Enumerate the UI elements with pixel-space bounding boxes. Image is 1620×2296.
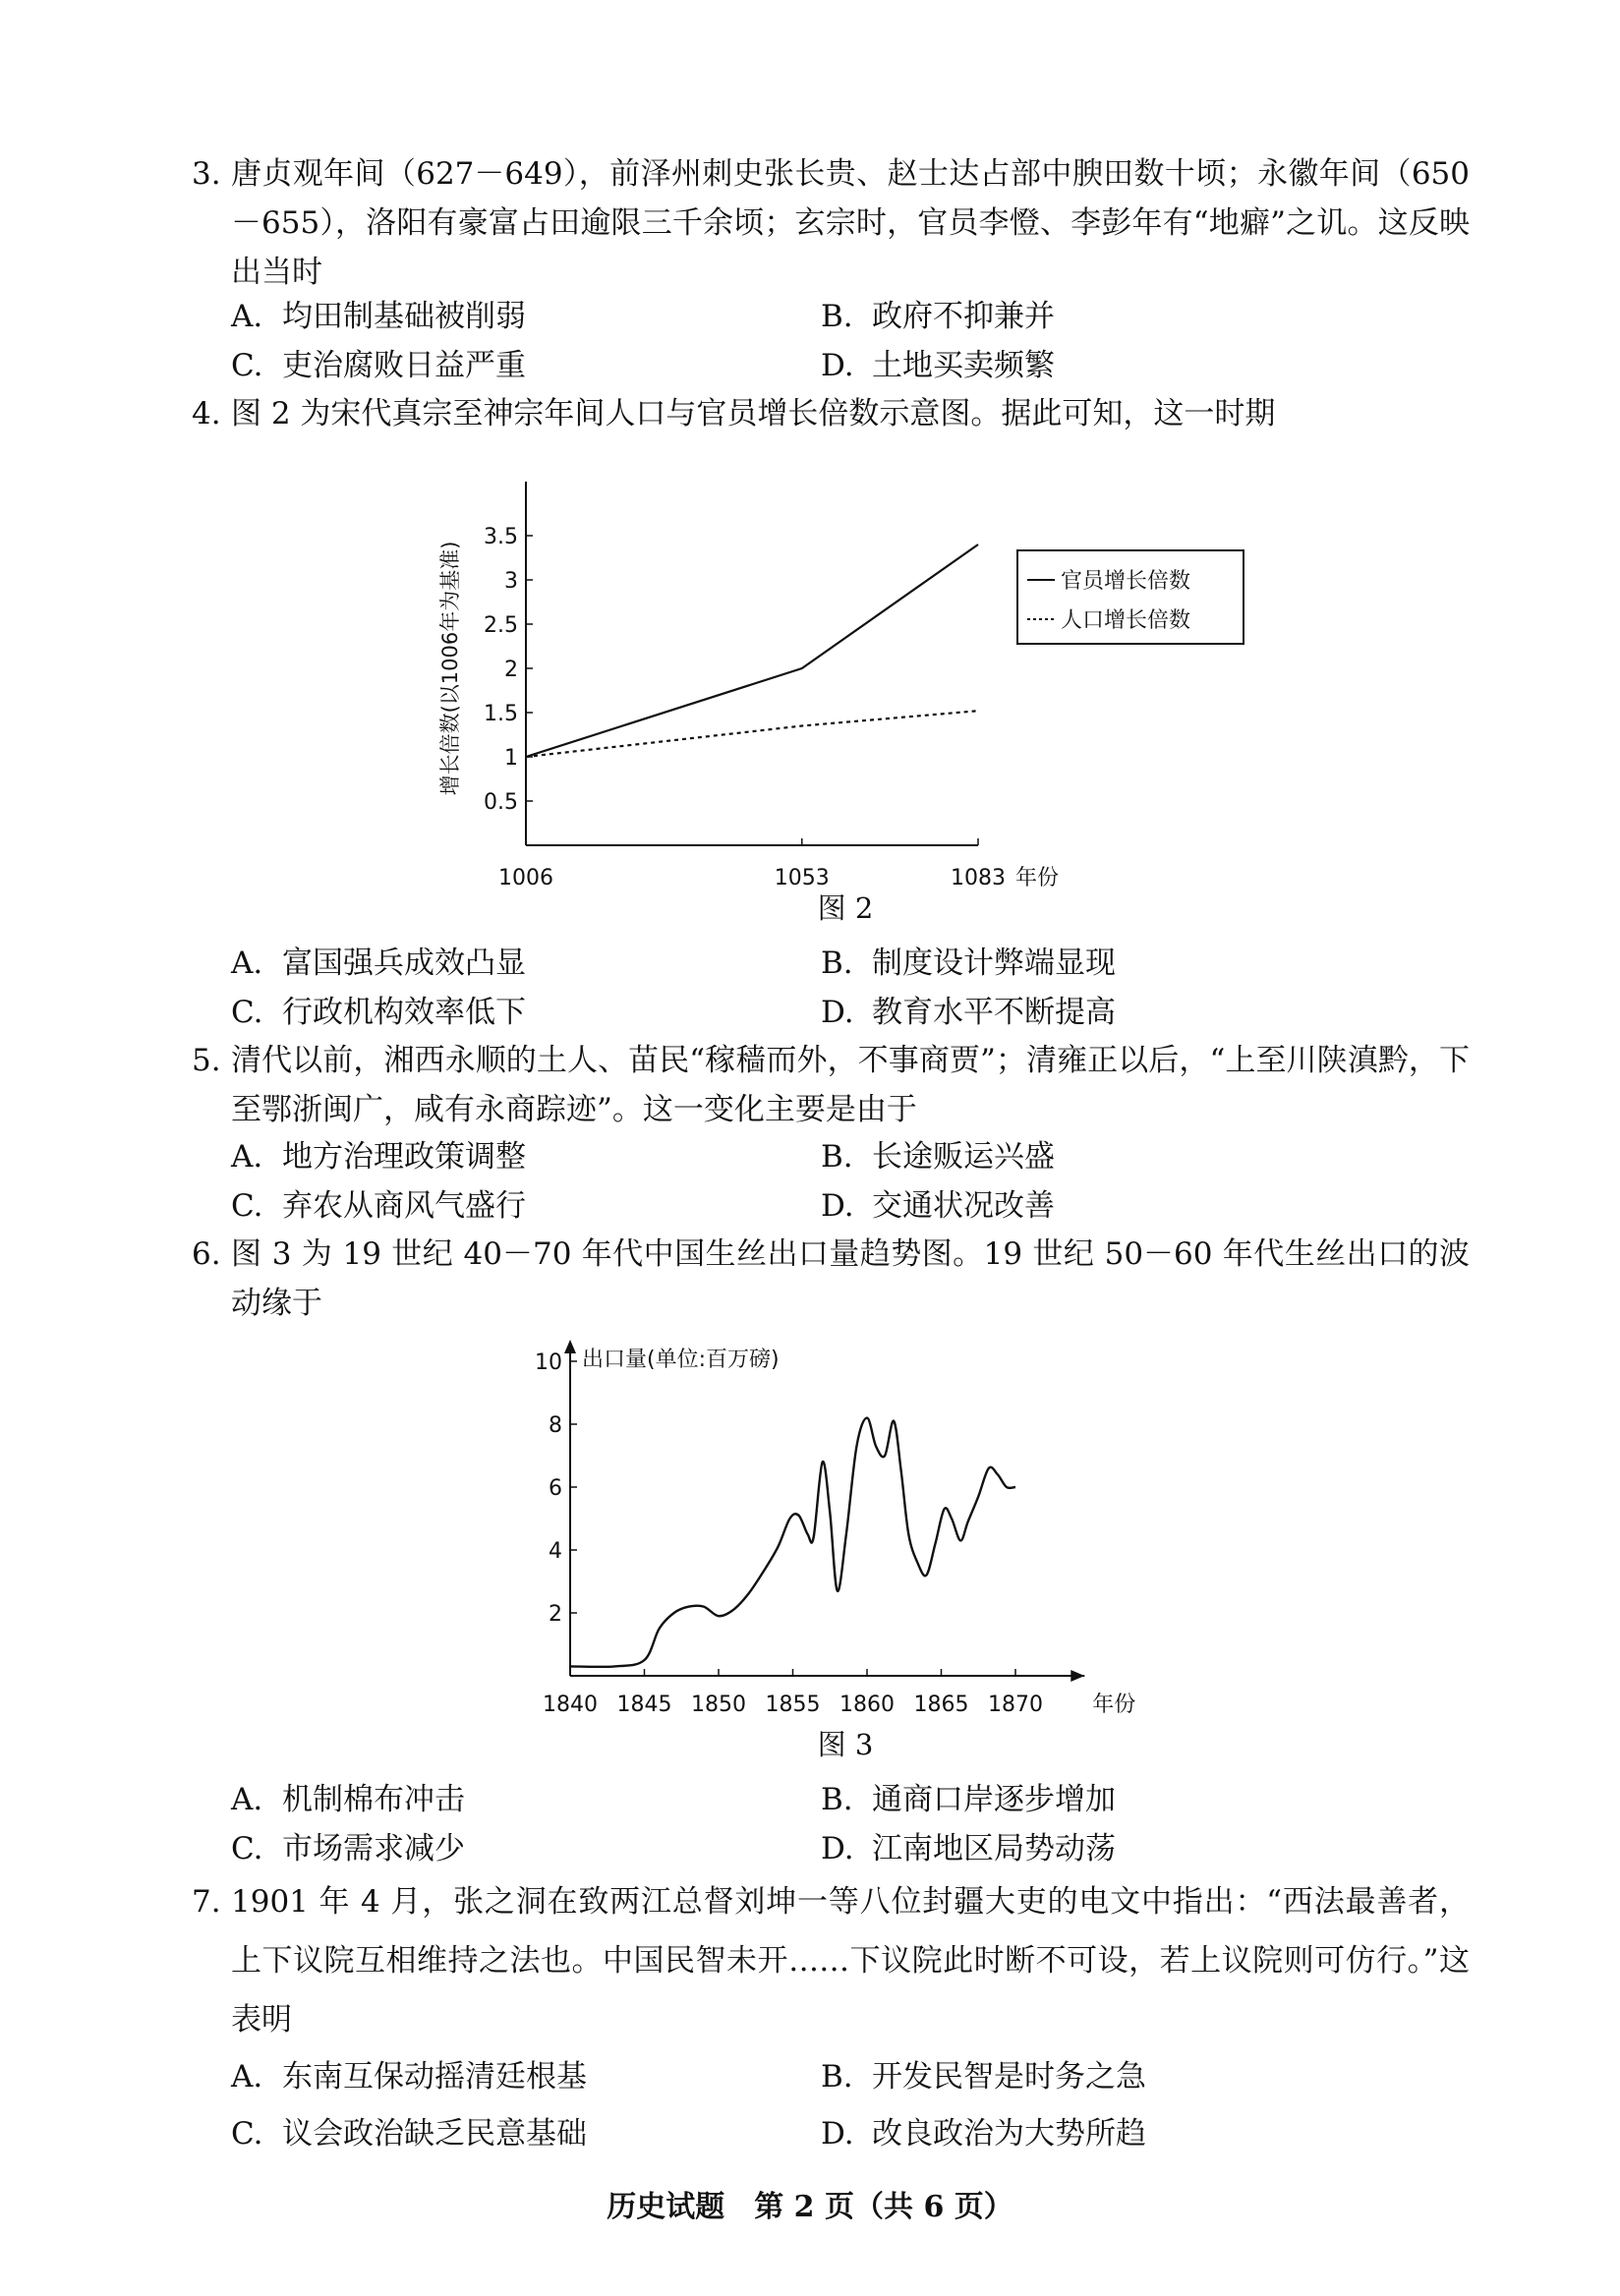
question-6	[192, 1230, 1470, 1328]
x-tick-label: 1865	[913, 1693, 969, 1717]
question-text: 1901 年 4 月，张之洞在致两江总督刘坤一等八位封疆大吏的电文中指出：“西法最善者，上下议院互相维持之法也。中国民智未开……下议院此时断不可设，若上议院则可仿行。”这表明	[231, 1884, 1470, 2038]
option-d[interactable]: D. 教育水平不断提高	[821, 995, 1116, 1030]
question-4	[192, 389, 1470, 438]
option-a[interactable]: A. 均田制基础被削弱	[231, 299, 526, 334]
option-a[interactable]: A. 机制棉布冲击	[231, 1782, 465, 1817]
x-tick-label: 1006	[498, 866, 553, 890]
option-a[interactable]: A. 富国强兵成效凸显	[231, 946, 526, 981]
y-tick-label: 6	[549, 1476, 562, 1501]
figure-3	[492, 1322, 1180, 1735]
x-axis-arrow	[1070, 1670, 1084, 1682]
figure-2-caption: 图 2	[817, 891, 874, 925]
y-axis-label: 增长倍数(以1006年为基准)	[438, 541, 462, 796]
option-b[interactable]: B. 政府不抑兼并	[821, 299, 1055, 334]
question-5	[192, 1036, 1470, 1134]
series-line-officials	[526, 545, 978, 757]
y-tick-label: 3	[504, 569, 518, 594]
y-tick-label: 2	[504, 658, 518, 682]
y-tick-label: 10	[535, 1350, 562, 1375]
option-c[interactable]: C. 吏治腐败日益严重	[231, 348, 526, 383]
question-text: 图 3 为 19 世纪 40－70 年代中国生丝出口量趋势图。19 世纪 50－60 年代生丝出口的波动缘于	[231, 1236, 1470, 1321]
question-3	[192, 149, 1470, 297]
legend-label: 人口增长倍数	[1061, 608, 1191, 633]
option-d[interactable]: D. 土地买卖频繁	[821, 348, 1055, 383]
y-tick-label: 8	[549, 1413, 562, 1438]
series-line-population	[526, 711, 978, 757]
option-d[interactable]: D. 交通状况改善	[821, 1188, 1055, 1224]
x-tick-label: 1053	[774, 866, 830, 890]
question-number: 5.	[192, 1043, 221, 1078]
option-c[interactable]: C. 议会政治缺乏民意基础	[231, 2116, 587, 2152]
y-tick-label: 3.5	[484, 525, 518, 549]
option-c[interactable]: C. 市场需求减少	[231, 1831, 465, 1866]
x-tick-label: 1840	[543, 1693, 598, 1717]
x-tick-label: 1855	[765, 1693, 821, 1717]
option-b[interactable]: B. 制度设计弊端显现	[821, 946, 1116, 981]
option-a[interactable]: A. 东南互保动摇清廷根基	[231, 2059, 587, 2095]
x-tick-label: 1845	[616, 1693, 672, 1717]
option-b[interactable]: B. 长途贩运兴盛	[821, 1139, 1055, 1175]
y-axis-label: 出口量(单位:百万磅)	[582, 1348, 780, 1372]
page-footer: 历史试题 第 2 页（共 6 页）	[607, 2190, 1013, 2224]
x-tick-label: 1870	[988, 1693, 1043, 1717]
question-text: 清代以前，湘西永顺的土人、苗民“稼穑而外，不事商贾”；清雍正以后，“上至川陕滇黔，下至鄂浙闽广，咸有永商踪迹”。这一变化主要是由于	[231, 1043, 1470, 1127]
series-line-silk-export	[570, 1418, 1015, 1667]
option-d[interactable]: D. 江南地区局势动荡	[821, 1831, 1116, 1866]
y-tick-label: 0.5	[484, 790, 518, 815]
y-tick-label: 4	[549, 1539, 562, 1564]
x-axis-label: 年份	[1014, 866, 1060, 890]
chart-figure-2	[413, 462, 1298, 894]
option-c[interactable]: C. 弃农从商风气盛行	[231, 1188, 526, 1224]
question-number: 4.	[192, 396, 221, 431]
x-tick-label: 1850	[691, 1693, 746, 1717]
question-text: 图 2 为宋代真宗至神宗年间人口与官员增长倍数示意图。据此可知，这一时期	[231, 396, 1276, 431]
option-b[interactable]: B. 开发民智是时务之急	[821, 2059, 1146, 2095]
chart-figure-3	[492, 1322, 1180, 1735]
question-number: 6.	[192, 1236, 221, 1272]
option-c[interactable]: C. 行政机构效率低下	[231, 995, 526, 1030]
question-7	[192, 1872, 1470, 2049]
y-tick-label: 1.5	[484, 702, 518, 726]
option-a[interactable]: A. 地方治理政策调整	[231, 1139, 526, 1175]
y-tick-label: 1	[504, 746, 518, 771]
question-number: 7.	[192, 1884, 221, 1920]
x-tick-label: 1083	[951, 866, 1006, 890]
figure-2	[413, 462, 1298, 894]
y-tick-label: 2.5	[484, 613, 518, 638]
question-text: 唐贞观年间（627－649），前泽州刺史张长贵、赵士达占部中腴田数十顷；永徽年间（650－655），洛阳有豪富占田逾限三千余顷；玄宗时，官员李憕、李彭年有“地癖”之讥。这反映出当时	[231, 156, 1470, 290]
x-axis-label: 年份	[1092, 1693, 1136, 1717]
x-tick-label: 1860	[839, 1693, 895, 1717]
figure-3-caption: 图 3	[817, 1728, 874, 1761]
question-number: 3.	[192, 156, 221, 192]
legend-label: 官员增长倍数	[1061, 569, 1191, 594]
y-tick-label: 2	[549, 1602, 562, 1627]
option-d[interactable]: D. 改良政治为大势所趋	[821, 2116, 1146, 2152]
y-axis-arrow	[564, 1340, 576, 1353]
option-b[interactable]: B. 通商口岸逐步增加	[821, 1782, 1116, 1817]
